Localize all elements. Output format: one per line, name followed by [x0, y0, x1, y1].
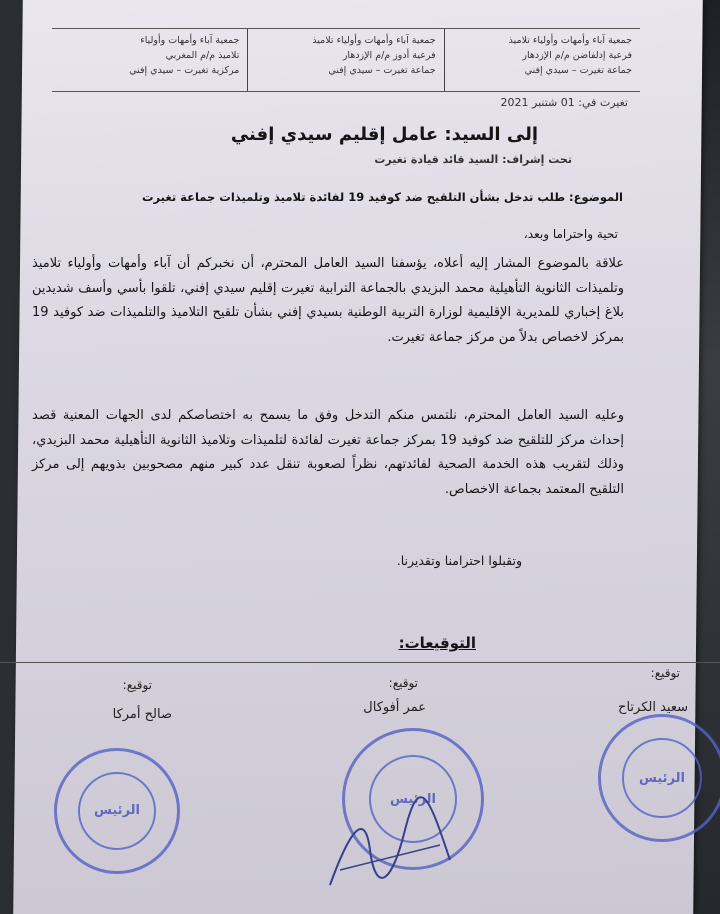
letterhead-line: جماعة تغيرت – سيدي إفني	[328, 65, 436, 76]
signature-label: توقيع:	[122, 678, 152, 692]
addressee: إلى السيد: عامل إقليم سيدي إفني	[230, 124, 538, 145]
letterhead	[52, 28, 640, 92]
stamp-text: الرئيس	[622, 738, 702, 818]
association-stamp	[54, 748, 180, 874]
letterhead-line: جمعية آباء وأمهات وأولياء تلاميذ	[312, 35, 436, 46]
signatory-name: صالح أمركا	[112, 707, 172, 722]
body-paragraph-2: وعليه السيد العامل المحترم، نلتمس منكم التدخل وفق ما يسمح به اختصاصكم لدى الجهات المعنية قصد إحداث مركز للتلقيح ضد كوفيد 19 بمركز جماعة تغيرت لفائدة لتلميذات وتلاميذ الثانوية التأهيلية محمد البزيدي، وذلك لتقريب هذه الخدمة الصحية لفائدتهم، نظراً لصعوبة تنقل عدد كبير منهم مصحوبين بذويهم إلى مركز التلقيح المعتمد بجماعة الاخصاص.	[32, 408, 624, 497]
letterhead-line: فرعية أدوز م/م الإزدهار	[342, 50, 436, 61]
letterhead-middle	[247, 29, 443, 91]
closing-line: وتقبلوا احترامنا وتقديرنا.	[396, 553, 522, 568]
letterhead-line: مركزية تغيرت – سيدي إفني	[129, 65, 240, 76]
stamp-text: الرئيس	[78, 772, 156, 850]
signature-label: توقيع:	[650, 666, 680, 680]
signatory-name: عمر أفوكال	[363, 700, 426, 715]
letterhead-line: تلاميذ م/م المغربي	[165, 50, 240, 61]
divider	[0, 662, 720, 663]
handwritten-signature	[320, 790, 460, 900]
stamp-text: الرئيس	[369, 755, 457, 843]
greeting: تحية واحتراما وبعد،	[523, 227, 618, 241]
via-line: تحت إشراف: السيد قائد قيادة تغيرت	[374, 153, 572, 166]
letter-date: تغيرت في: 01 شتنبر 2021	[500, 96, 628, 109]
association-stamp	[598, 714, 720, 842]
letterhead-line: جمعية آباء وأمهات وأولياء	[140, 35, 240, 46]
signature-label: توقيع:	[388, 676, 418, 690]
signatures-title: التوقيعات:	[398, 634, 476, 652]
letterhead-left	[52, 29, 247, 91]
subject-line: الموضوع: طلب تدخل بشأن التلقيح ضد كوفيد 19 لفائدة تلاميذ وتلميذات جماعة تغيرت	[141, 190, 623, 204]
letterhead-line: جمعية آباء وأمهات وأولياء تلاميذ	[508, 35, 632, 46]
body-paragraph-1: علاقة بالموضوع المشار إليه أعلاه، يؤسفنا السيد العامل المحترم، أن نخبركم أن آباء وأمهات وأولياء تلاميذ وتلميذات الثانوية التأهيلية محمد البزيدي بالجماعة الترابية تغيرت إقليم سيدي إفني، تلقوا بأسي وأسف شديدين بلاغ إخباري للمديرية الإقليمية لوزارة التربية الوطنية بسيدي إفني بشأن تلقيح التلاميذ والتلميذات ضد كوفيد 19 بمركز لاخصاص بدلاً من مركز جماعة تغيرت.	[32, 256, 624, 345]
letterhead-right	[444, 29, 640, 91]
letterhead-line: جماعة تغيرت – سيدي إفني	[524, 65, 632, 76]
signatory-name: سعيد الكرتاح	[618, 700, 688, 715]
letterhead-line: فرعية إدلفاضن م/م الإزدهار	[522, 50, 632, 61]
